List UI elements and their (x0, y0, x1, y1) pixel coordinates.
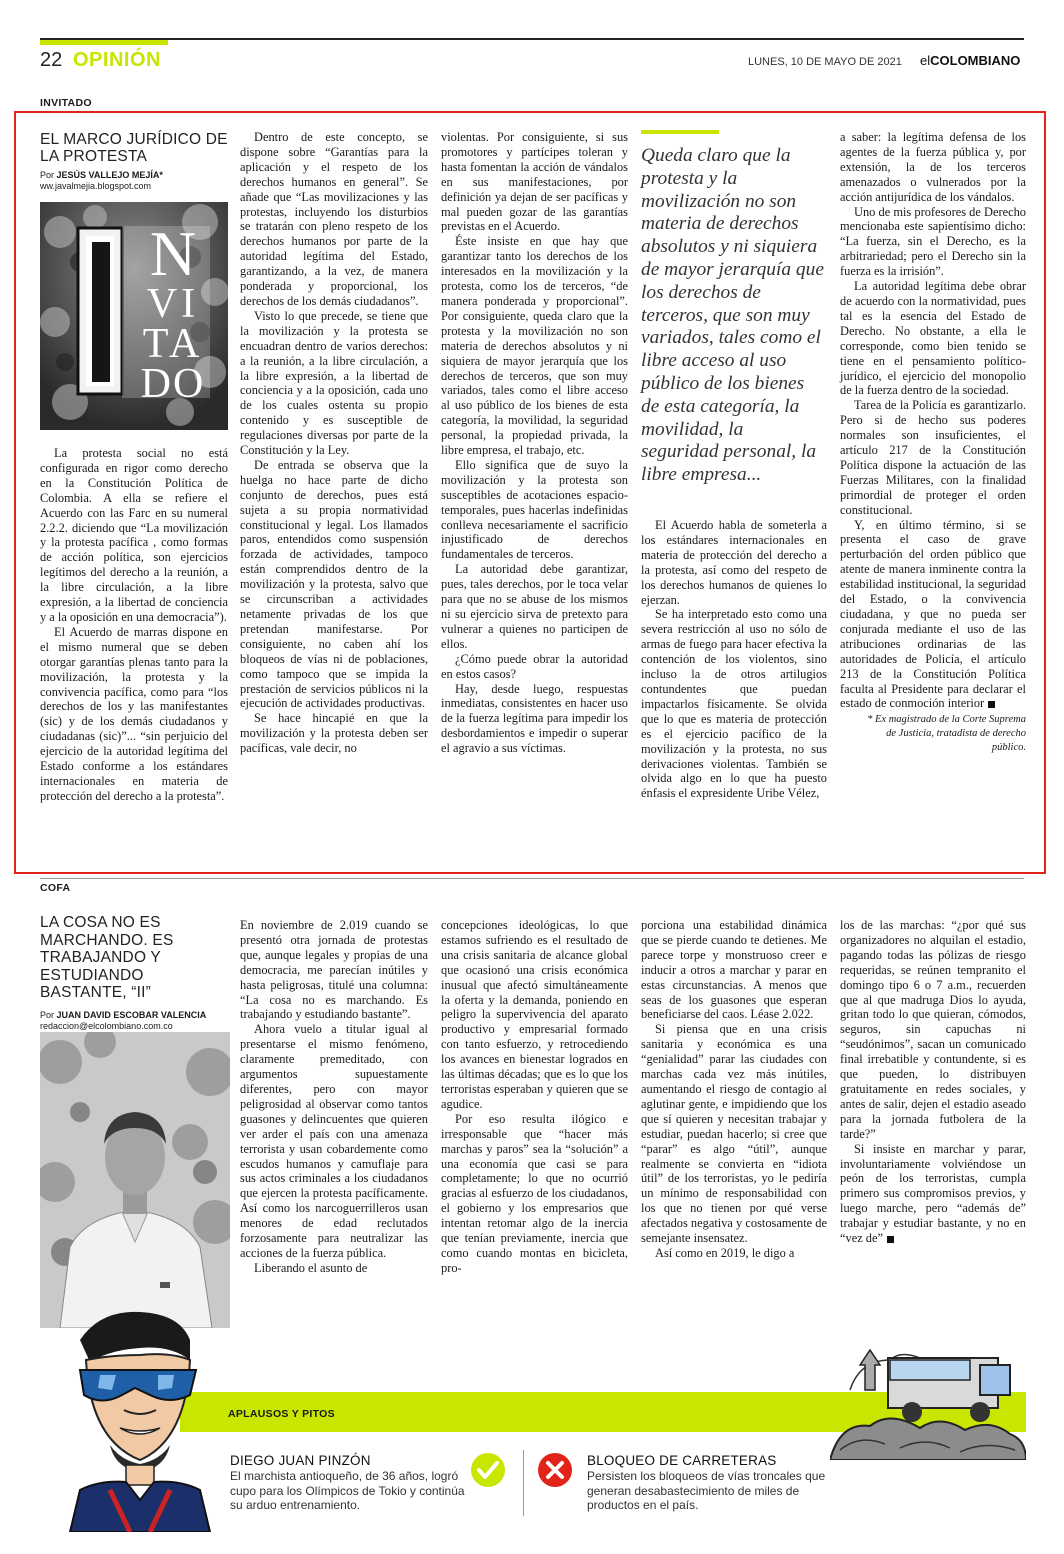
aplauso-text: El marchista antioqueño, de 36 años, logró cupo para los Olímpicos de Tokio y continúa su arduo entrenamiento. (230, 1469, 465, 1512)
invitado-col-2 (240, 130, 428, 756)
pullquote: Queda claro que la protesta y la movilización no son materia de derechos absolutos y ni siquiera de mayor jerarquía que los derechos de terceros, que son muy variados, tales como el libre acceso al uso público de los bienes de esta categoría, la movilidad, la seguridad personal, la libre empresa... (641, 145, 824, 486)
paragraph: Si piensa que en una crisis sanitaria y económica es una “genialidad” parar las ciudades con marchas cada vez más inútiles, aumentando el riesgo de contagio al aglutinar gente, e impidiendo que los que sí quieren y necesitan trabajar y estudiar, puedan hacerlo; si cree que “parar” es algo “útil”, aunque realmente se convierta en “idiota útil” de los terroristas, yo le pediría un mínimo de responsabilidad con los que no tienen por qué verse afectados negativa y costosamente de semejante insensatez. (641, 1022, 827, 1246)
issue-date: LUNES, 10 DE MAYO DE 2021 (748, 56, 902, 68)
logo-line-3: TA (142, 321, 204, 367)
pito-text: Persisten los bloqueos de vías troncales que generan desabastecimiento de miles de productos en el país. (587, 1469, 826, 1512)
cofa-rule (40, 878, 1024, 879)
cofa-col-5 (840, 918, 1026, 1246)
cofa-headline-block (40, 914, 230, 1032)
invitado-author-web: ww.javalmejia.blogspot.com (40, 181, 152, 191)
paragraph: Uno de mis profesores de Derecho mencionaba este sapientísimo dicho: “La fuerza, sin el Derecho, es la arbitrariedad; pero el Derecho sin la fuerza es la irrisión”. (840, 204, 1026, 279)
pullquote-accent-bar (641, 130, 719, 134)
blockade-illustration (830, 1330, 1026, 1460)
cofa-col-2 (240, 918, 428, 1276)
page-number: 22 (40, 49, 63, 71)
invitado-author: JESÚS VALLEJO MEJÍA* (56, 170, 163, 180)
paragraph: El Acuerdo habla de someterla a los estándares internacionales en materia de protección del derecho a la protesta, así como del respeto de los derechos humanos de quienes lo ejerzan. (641, 518, 827, 607)
paragraph: Por eso resulta ilógico e irresponsable que “hacer más marchas y paros” sea la “solución” a una economía que casi se para completamente; lo que no ocurrió gracias al esfuerzo de los ciudadanos, el gobierno y los empresarios que intentan retomar algo de la inercia que tenían previamente, inercia que como cuando montas en bicicleta, pro- (441, 1111, 628, 1275)
paragraph: Y, en último término, si se presenta el caso de grave perturbación del orden público que atente de manera inminente contra la estabilidad institucional, la seguridad del Estado, o la convivencia ciudadana, y que no pueda ser conjurada mediante el uso de las atribuciones ordinarias de las autoridades de Policía, el artículo 213 de la Constitución Política faculta al Presidente para declarar el estado de conmoción interior (840, 517, 1026, 711)
paragraph: El Acuerdo de marras dispone en el mismo numeral que se deben otorgar garantías plenas tanto para la movilización, la protesta y la convivencia pacífica, como para “los derechos de los y las manifestantes (sic) y de los demás ciudadanos y ciudadanas (sic)”... “sin perjuicio del ejercicio de la autoridad legítima del Estado conforme a los estándares internacionales en materia de protección del derecho a la protesta”. (40, 624, 228, 803)
pito-title: BLOQUEO DE CARRETERAS (587, 1453, 777, 1468)
cofa-label: COFA (40, 882, 71, 894)
paragraph: Así como en 2019, le digo a (655, 1245, 795, 1260)
paragraph: Visto lo que precede, se tiene que la movilización y la protesta se encuadran dentro de varios derechos: a la reunión, a la libre circulación, a la libre expresión, a la libertad de conciencia y a la oposición, cada uno de los cuales ostenta su propio contenido y es susceptible de regulaciones diversas por parte de la Constitución y la Ley. (240, 308, 428, 458)
end-mark-icon (887, 1236, 894, 1243)
masthead (920, 53, 1020, 69)
author-photo (40, 1032, 230, 1328)
paragraph: Se ha interpretado esto como una severa restricción al uso no sólo de armas de fuego para hacer efectiva la contención de los violentos, sino incluso la de otros artilugios contundentes que puedan impactarlos físicamente. Se olvida que lo que es materia de protección es el ejercicio pacífico de la movilización y la protesta, no sus derivaciones violentas. También se olvida algo en lo que ha puesto énfasis el expresidente Uribe Vélez, (641, 607, 827, 801)
paragraph: La autoridad debe garantizar, pues, tales derechos, por le toca velar para que no se abuse de los mismos ni su ejercicio sirva de pretexto para vulnerar a quienes no participen de ellos. (441, 562, 628, 651)
section-title: OPINIÓN (73, 49, 161, 71)
logo-line-4: DO (140, 361, 206, 407)
truck-rocks-icon (830, 1330, 1026, 1460)
paragraph: La protesta social no está configurada en rigor como derecho en la Constitución Política de Colombia. A ella se refiere el Acuerdo con las Farc en su numeral 2.2.2. diciendo que “La movilización y la protesta pacífica , como formas de acción política, son ejercicios legítimos del derecho a la reunión, a la libre circulación, a la libre expresión, a la libertad de conciencia y a la oposición en una democracia”). (40, 446, 228, 624)
paragraph: Hay, desde luego, respuestas inmediatas, consistentes en hacer uso de la fuerza legítima para impedir los desbordamientos e impedir o superar el agravio a sus víctimas. (441, 681, 628, 756)
cofa-byline: Por JUAN DAVID ESCOBAR VALENCIA (40, 1009, 207, 1020)
paragraph: Éste insiste en que hay que garantizar tanto los derechos de los interesados en la movilización y la protesta, como los de terceros, “de manera ponderada y proporcional”. Por consiguiente, queda claro que la protesta y la movilización no son materia de derechos absolutos y ni siquiera de mayor jerarquía que los derechos de terceros, que son muy variados, tales como el libre acceso al uso público de los bienes de esta categoría, la movilidad, la seguridad personal, la propiedad privada, la libre empresa, el trabajo, etc. (441, 234, 628, 458)
paragraph: a saber: la legítima defensa de los agentes de la fuerza pública y, por extensión, la de los terceros amenazados o vulnerados por la acción antijurídica de los vándalos. (840, 130, 1026, 204)
author-portrait (40, 1032, 230, 1328)
paragraph: porciona una estabilidad dinámica que se pierde cuando te detienes. Me parece torpe y monstruoso creer e inducir a otros a marchar y parar en estas circunstancias. A menos que seas de los guasones que esperan beneficiarse del caos. Léase 2.022. (641, 918, 827, 1022)
invitado-headline: EL MARCO JURÍDICO DE LA PROTESTA (40, 131, 228, 165)
paragraph: violentas. Por consiguiente, si sus promotores y partícipes toleran y hasta fomentan la acción de vándalos en sus manifestaciones, por definición ya dejan de ser pacíficas y mal pueden gozar de las garantías previstas en el Acuerdo. (441, 130, 628, 234)
paragraph: En noviembre de 2.019 cuando se presentó otra jornada de protestas que, aunque legales y propias de una democracia, me parecían inútiles y hasta peligrosas, titulé una columna: “La cosa no es marchando. Es trabajando y estudiando bastante”. (240, 918, 428, 1022)
logo-line-1: N (149, 218, 197, 289)
paragraph: La autoridad legítima debe obrar de acuerdo con la normatividad, pues tal es la esencia del Estado de Derecho. No obstante, a ella le corresponde, como bien tenido se tiene en el pensamiento político-jurídico, el ejercicio del monopolio de la fuerza dentro de la sociedad. (840, 279, 1026, 398)
aplauso-title: DIEGO JUAN PINZÓN (230, 1453, 371, 1468)
invitado-col-4 (641, 518, 827, 801)
cofa-author-email: redaccion@elcolombiano.com.co (40, 1020, 173, 1031)
marchista-caricature (40, 1300, 240, 1532)
invitado-col-5 (840, 130, 1026, 755)
logo-line-2: VI (146, 281, 200, 327)
cofa-headline: LA COSA NO ES MARCHANDO. ES TRABAJANDO Y ESTUDIANDO BASTANTE, “II” (40, 914, 174, 1001)
paragraph: los de las marchas: “¿por qué sus organizadores no alquilan el estadio, pagando todas las pólizas de riesgo requeridas, se reúnen tempranito el domingo tipo 6 o 7 a.m., recuerden que al que madruga Dios lo ayuda, gritan todo lo que quieran, cómodos, seguros, sin capuchas ni “seudónimos”, sacan un comunicado final irrebatible y contundente, si es que pueden, lo distribuyen gratuitamente en redes sociales, y antes de salir, dejen el estadio aseado para la jornada futbolera de la tarde?” (840, 918, 1026, 1141)
author-note: * Ex magistrado de la Corte Suprema de Justicia, tratadista de derecho público. (867, 714, 1026, 754)
invitado-logo-letters (128, 218, 218, 407)
paragraph: concepciones ideológicas, lo que estamos sufriendo es el resultado de una crisis sanitaria de alcance global que ocasionó una crisis económica inusual que afectó simultáneamente la oferta y la demanda, poniendo en peligro la supervivencia del aparato productivo y empresarial formado con tanto esfuerzo, y retrocediendo los avances en bienestar logrados en las últimas décadas; que es lo que los terroristas esperaban y quieren que se agudice. (441, 918, 628, 1111)
masthead-name: COLOMBIANO (930, 53, 1021, 68)
header-accent-bar (40, 40, 168, 45)
cofa-author: JUAN DAVID ESCOBAR VALENCIA (56, 1009, 207, 1020)
paragraph: Ello significa que de suyo la movilización y la protesta son susceptibles de acotaciones espacio-temporales, pues hacerlas indefinidas conlleva necesariamente el sacrificio injustificado de derechos fundamentales de terceros. (441, 457, 628, 562)
paragraph: ¿Cómo puede obrar la autoridad en estos casos? (441, 651, 628, 681)
invitado-byline: Por JESÚS VALLEJO MEJÍA* (40, 170, 163, 180)
aplausos-label: APLAUSOS Y PITOS (228, 1408, 335, 1420)
x-mark-icon (537, 1452, 573, 1488)
paragraph: Liberando el asunto de (254, 1260, 368, 1275)
paragraph: Tarea de la Policía es garantizarlo. Pero si de hecho sus poderes normales son insuficientes, el artículo 217 de la Constitución Política dispone la actuación de las Fuerzas Militares, con la finalidad primordial de proteger el orden constitucional. (840, 398, 1026, 517)
checkmark-icon (470, 1452, 506, 1488)
header-top-rule (40, 38, 1024, 40)
aplausos-divider (523, 1450, 524, 1516)
cofa-col-3 (441, 918, 628, 1276)
paragraph: Si insiste en marchar y parar, involuntariamente volviéndose un peón de los terroristas, cumpla primero sus compromisos previos, y luego marche, pero “además de” trabajar y estudiar bastante, y no en “vez de” (840, 1141, 1026, 1246)
runner-caricature (40, 1300, 240, 1532)
invitado-col-3 (441, 130, 628, 756)
cofa-col-4 (641, 918, 827, 1261)
invitado-logo-image (40, 202, 228, 430)
paragraph: De entrada se observa que la huelga no hace parte de dicho conjunto de derechos, pues está sujeta a su propia normatividad constitucional y legal. Los llamados paros, entendidos como suspensión forzada de actividades, tampoco están comprendidos dentro de la movilización y la protesta, salvo que se circunscriban a actividades netamente privadas de los que pretendan manifestarse. Por consiguiente, no caben ahí los bloqueos de vías ni de poblaciones, como tampoco que se impida la prestación de servicios públicos ni la ejecución de actividades productivas. (240, 457, 428, 711)
invitado-headline-block (40, 131, 228, 192)
end-mark-icon (988, 701, 995, 708)
paragraph: Ahora vuelo a titular igual al presentarse el mismo fenómeno, claramente premeditado, con argumentos supuestamente diferentes, pero con mayor peligrosidad al observar como tantos guasones y delincuentes que quieren ver arder el país con una amenaza terrorista y usan cobardemente como escudos humanos y camuflaje para sus actos criminales a los ciudadanos que ejercen la protesta pacíficamente. Así como los narcoguerrilleros usan menores de edad reclutados forzosamente para neutralizar las acciones de la fuerza pública. (240, 1022, 428, 1260)
paragraph: Se hace hincapié en que la movilización y la protesta deben ser pacíficas, vale decir, no (240, 711, 428, 756)
invitado-col-1 (40, 446, 228, 804)
invitado-label: INVITADO (40, 97, 92, 109)
masthead-el: el (920, 53, 931, 68)
paragraph: Dentro de este concepto, se dispone sobre “Garantías para la aplicación y el respeto de los derechos humanos en general”. Se añade que “Las movilizaciones y las protestas, incluyendo los disturbios se tratarán con pleno respeto de los derechos humanos por parte de la autoridad legítima del Estado, garantizando, a la vez, de manera ponderada y proporcional, los derechos de los demás ciudadanos”. (240, 130, 428, 308)
